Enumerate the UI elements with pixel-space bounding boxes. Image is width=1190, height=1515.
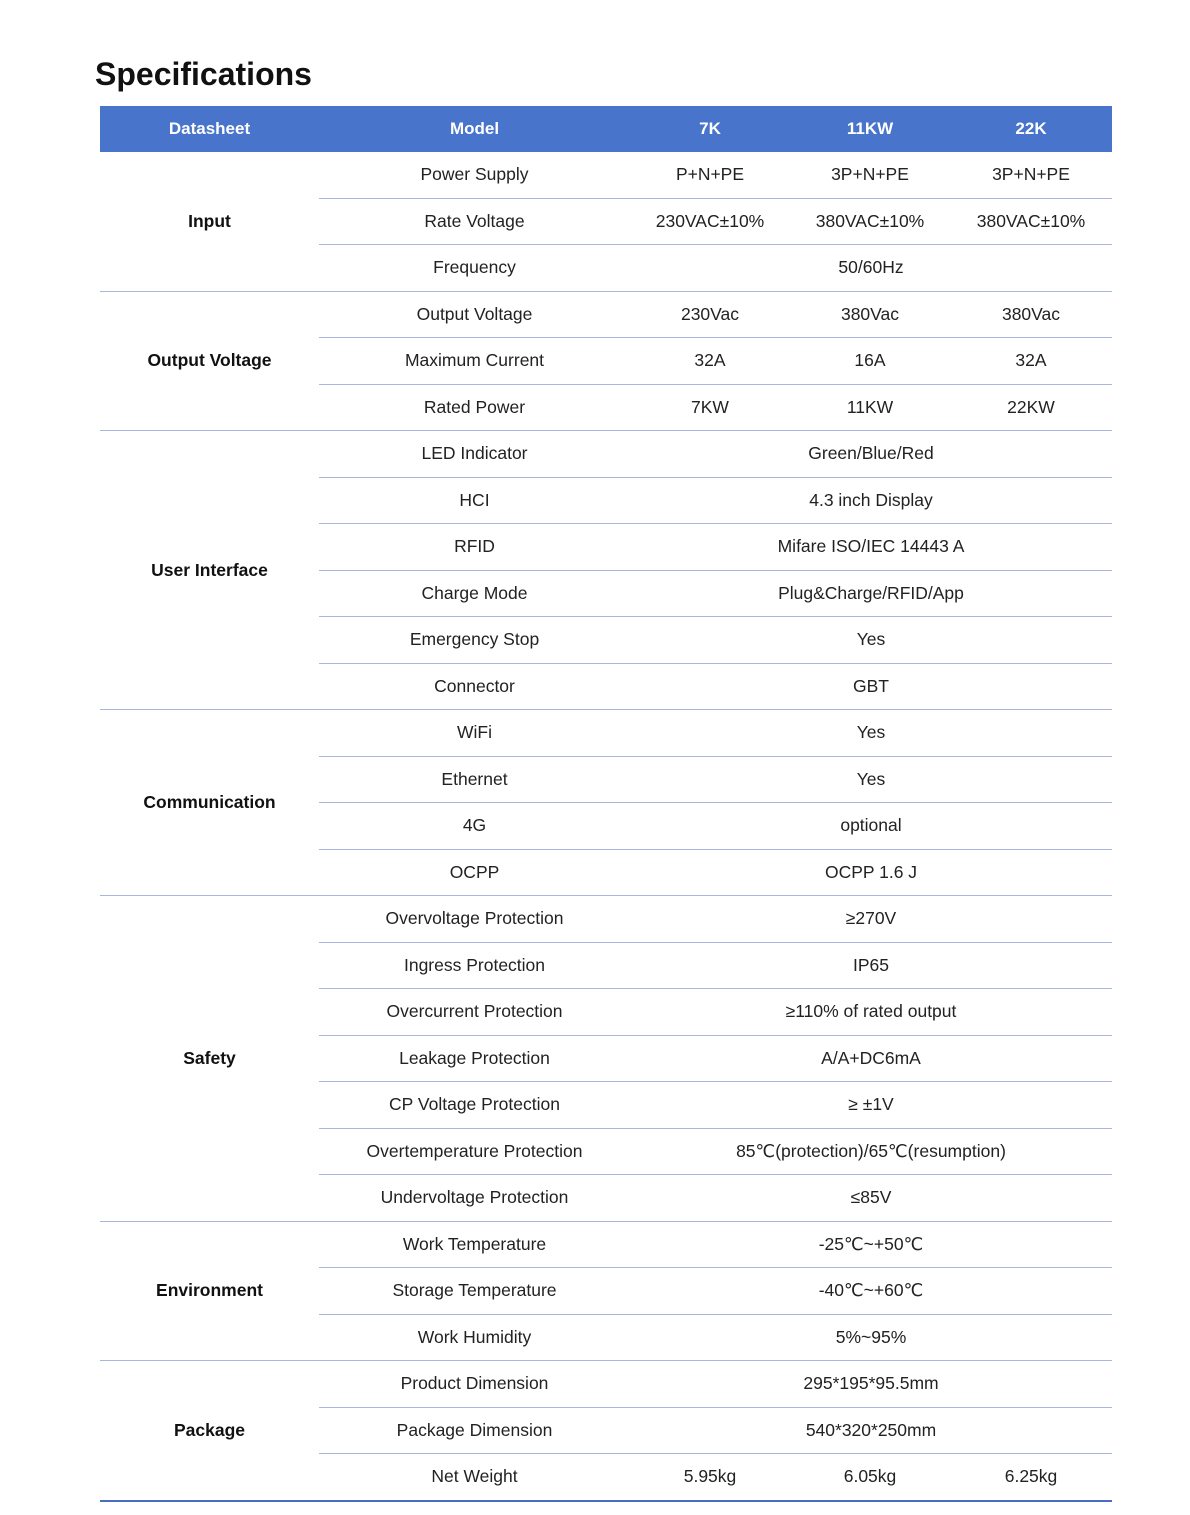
row-value: 3P+N+PE — [790, 152, 950, 198]
row-value: 380Vac — [790, 291, 950, 338]
row-value: 85℃(protection)/65℃(resumption) — [630, 1128, 1112, 1175]
table-row — [100, 1221, 1112, 1268]
table-row — [100, 152, 1112, 198]
row-label: Ingress Protection — [319, 942, 630, 989]
row-value: Plug&Charge/RFID/App — [630, 570, 1112, 617]
row-value: 380Vac — [950, 291, 1112, 338]
row-label: Net Weight — [319, 1454, 630, 1501]
row-value: 230Vac — [630, 291, 790, 338]
row-value: OCPP 1.6 J — [630, 849, 1112, 896]
row-value: 5.95kg — [630, 1454, 790, 1501]
group-label: Communication — [100, 710, 319, 896]
group-label: Output Voltage — [100, 291, 319, 431]
row-label: Ethernet — [319, 756, 630, 803]
row-value: ≥270V — [630, 896, 1112, 943]
row-value: optional — [630, 803, 1112, 850]
row-value: ≥ ±1V — [630, 1082, 1112, 1129]
row-value: 4.3 inch Display — [630, 477, 1112, 524]
row-label: 4G — [319, 803, 630, 850]
row-value: -40℃~+60℃ — [630, 1268, 1112, 1315]
row-label: Rate Voltage — [319, 198, 630, 245]
row-label: Product Dimension — [319, 1361, 630, 1408]
group-label: Package — [100, 1361, 319, 1501]
row-label: Overcurrent Protection — [319, 989, 630, 1036]
row-label: RFID — [319, 524, 630, 571]
group-label: Safety — [100, 896, 319, 1222]
row-value: Yes — [630, 756, 1112, 803]
row-value: A/A+DC6mA — [630, 1035, 1112, 1082]
row-label: Leakage Protection — [319, 1035, 630, 1082]
row-label: Frequency — [319, 245, 630, 292]
row-label: Storage Temperature — [319, 1268, 630, 1315]
row-label: Work Temperature — [319, 1221, 630, 1268]
row-label: Work Humidity — [319, 1314, 630, 1361]
row-value: 380VAC±10% — [790, 198, 950, 245]
row-value: 540*320*250mm — [630, 1407, 1112, 1454]
row-label: LED Indicator — [319, 431, 630, 478]
row-value: Yes — [630, 710, 1112, 757]
row-value: 295*195*95.5mm — [630, 1361, 1112, 1408]
spec-body — [100, 152, 1112, 1501]
group-label: User Interface — [100, 431, 319, 710]
row-value: Green/Blue/Red — [630, 431, 1112, 478]
row-label: CP Voltage Protection — [319, 1082, 630, 1129]
row-value: ≤85V — [630, 1175, 1112, 1222]
row-label: Undervoltage Protection — [319, 1175, 630, 1222]
page-title: Specifications — [95, 56, 312, 92]
row-value: 380VAC±10% — [950, 198, 1112, 245]
table-row — [100, 431, 1112, 478]
row-label: Emergency Stop — [319, 617, 630, 664]
header-datasheet: Datasheet — [100, 106, 319, 152]
header-11kw: 11KW — [790, 106, 950, 152]
table-row — [100, 1361, 1112, 1408]
row-value: 32A — [950, 338, 1112, 385]
header-7k: 7K — [630, 106, 790, 152]
row-value: P+N+PE — [630, 152, 790, 198]
row-value: 3P+N+PE — [950, 152, 1112, 198]
header-row — [100, 106, 1112, 152]
row-label: Power Supply — [319, 152, 630, 198]
row-value: Mifare ISO/IEC 14443 A — [630, 524, 1112, 571]
row-label: Package Dimension — [319, 1407, 630, 1454]
row-value: 22KW — [950, 384, 1112, 431]
row-label: Connector — [319, 663, 630, 710]
header-model: Model — [319, 106, 630, 152]
row-value: 16A — [790, 338, 950, 385]
row-label: OCPP — [319, 849, 630, 896]
row-value: 5%~95% — [630, 1314, 1112, 1361]
row-value: 6.05kg — [790, 1454, 950, 1501]
row-label: Maximum Current — [319, 338, 630, 385]
group-label: Input — [100, 152, 319, 291]
row-value: IP65 — [630, 942, 1112, 989]
table-row — [100, 896, 1112, 943]
row-label: Overvoltage Protection — [319, 896, 630, 943]
spec-table — [100, 106, 1112, 1502]
row-value: ≥110% of rated output — [630, 989, 1112, 1036]
row-label: HCI — [319, 477, 630, 524]
row-value: 11KW — [790, 384, 950, 431]
row-label: Charge Mode — [319, 570, 630, 617]
row-value: 7KW — [630, 384, 790, 431]
row-value: 32A — [630, 338, 790, 385]
row-label: WiFi — [319, 710, 630, 757]
row-value: 6.25kg — [950, 1454, 1112, 1501]
row-value: 50/60Hz — [630, 245, 1112, 292]
group-label: Environment — [100, 1221, 319, 1361]
row-label: Overtemperature Protection — [319, 1128, 630, 1175]
table-row — [100, 710, 1112, 757]
row-value: Yes — [630, 617, 1112, 664]
row-value: -25℃~+50℃ — [630, 1221, 1112, 1268]
table-row — [100, 291, 1112, 338]
row-label: Rated Power — [319, 384, 630, 431]
row-value: GBT — [630, 663, 1112, 710]
row-value: 230VAC±10% — [630, 198, 790, 245]
row-label: Output Voltage — [319, 291, 630, 338]
header-22k: 22K — [950, 106, 1112, 152]
